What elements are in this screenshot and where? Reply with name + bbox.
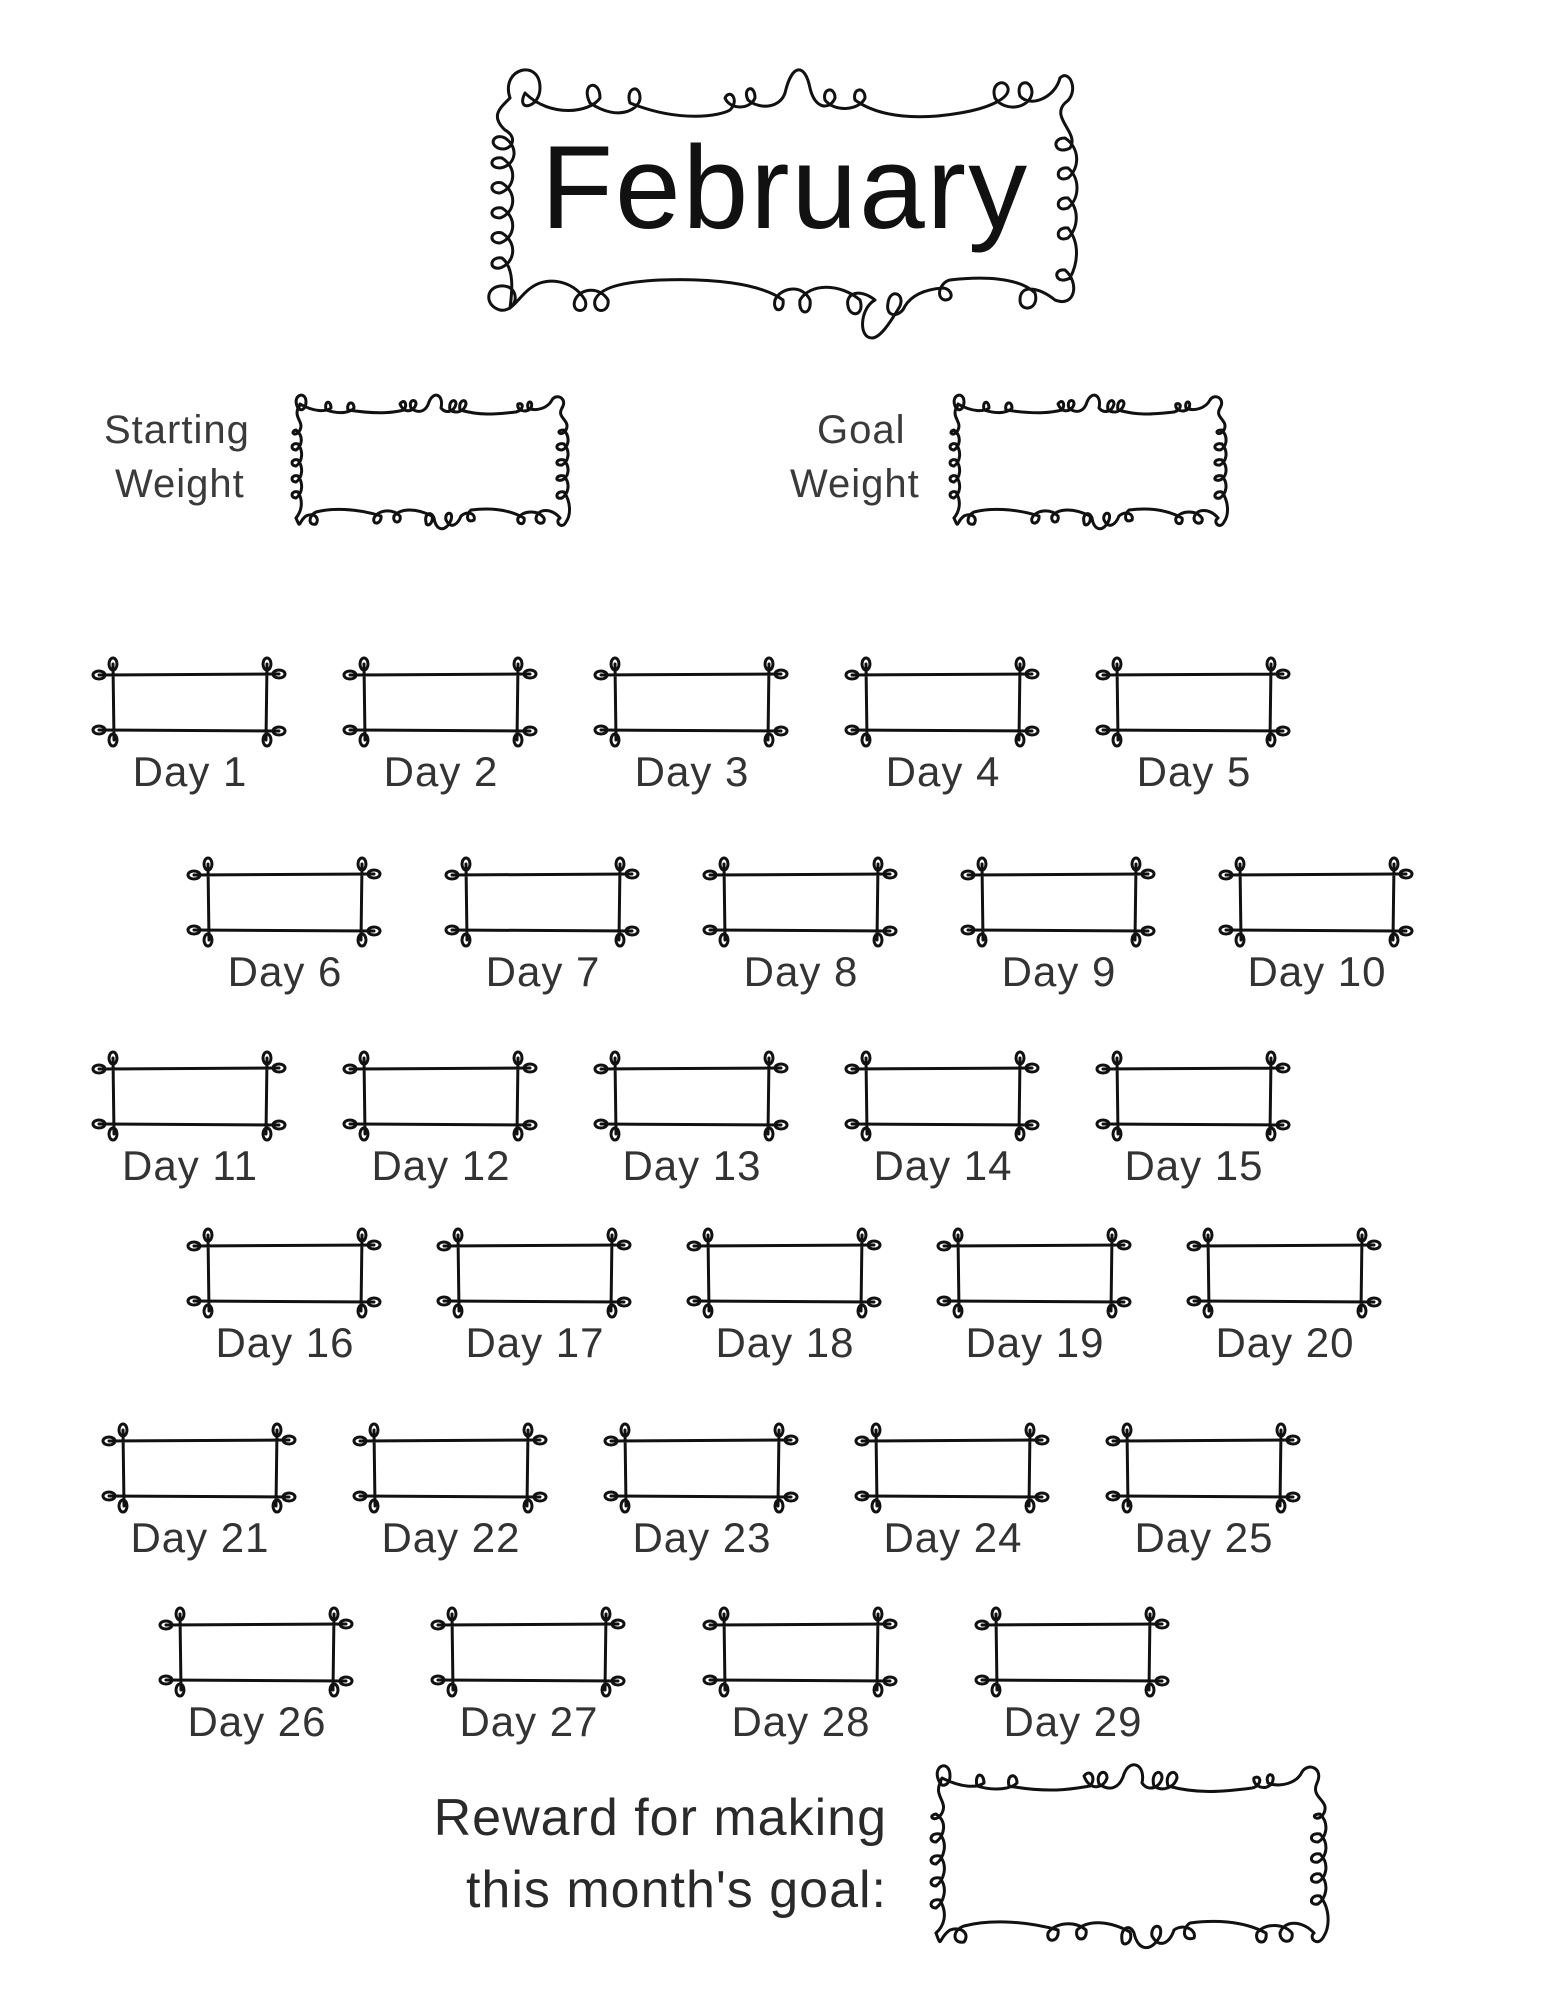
- starting-weight-label-line2: Weight: [115, 462, 245, 506]
- day-label: Day 24: [883, 1514, 1023, 1561]
- goal-weight-label-line1: Goal: [817, 408, 906, 452]
- day-cell: [440, 1233, 630, 1383]
- day-entry-box[interactable]: [940, 1233, 1130, 1313]
- reward-label-line1: Reward for making: [433, 1789, 887, 1847]
- day-label: Day 4: [885, 748, 1001, 795]
- day-entry-box[interactable]: [440, 1233, 630, 1313]
- day-cell: [848, 662, 1038, 812]
- day-entry-box[interactable]: [190, 1233, 380, 1313]
- day-label: Day 3: [634, 748, 750, 795]
- day-entry-box[interactable]: [95, 662, 285, 742]
- day-label: Day 7: [485, 948, 601, 995]
- day-cell: [1099, 662, 1289, 812]
- day-label: Day 19: [965, 1319, 1105, 1366]
- day-entry-box[interactable]: [848, 662, 1038, 742]
- day-cell: [346, 1056, 536, 1206]
- day-cell: [964, 862, 1154, 1012]
- day-label: Day 13: [622, 1142, 762, 1189]
- day-entry-box[interactable]: [105, 1428, 295, 1508]
- day-label: Day 11: [122, 1142, 258, 1189]
- page-title: February: [540, 122, 1030, 254]
- goal-weight-label-line2: Weight: [790, 462, 920, 506]
- day-cell: [848, 1056, 1038, 1206]
- day-label: Day 1: [132, 748, 248, 795]
- goal-weight-box[interactable]: [944, 390, 1244, 535]
- day-cell: [597, 662, 787, 812]
- day-cell: [346, 662, 536, 812]
- day-entry-box[interactable]: [848, 1056, 1038, 1136]
- day-label: Day 25: [1134, 1514, 1274, 1561]
- reward-box[interactable]: [922, 1758, 1352, 1958]
- day-entry-box[interactable]: [858, 1428, 1048, 1508]
- day-label: Day 21: [130, 1514, 270, 1561]
- day-label: Day 15: [1124, 1142, 1264, 1189]
- day-label: Day 28: [731, 1698, 871, 1745]
- day-label: Day 12: [371, 1142, 511, 1189]
- day-cell: [105, 1428, 295, 1578]
- day-label: Day 5: [1136, 748, 1252, 795]
- day-entry-box[interactable]: [356, 1428, 546, 1508]
- day-cell: [448, 862, 638, 1012]
- day-entry-box[interactable]: [346, 662, 536, 742]
- day-label: Day 8: [743, 948, 859, 995]
- day-entry-box[interactable]: [346, 1056, 536, 1136]
- day-cell: [1109, 1428, 1299, 1578]
- day-cell: [1222, 862, 1412, 1012]
- day-entry-box[interactable]: [607, 1428, 797, 1508]
- day-cell: [95, 662, 285, 812]
- day-cell: [597, 1056, 787, 1206]
- day-entry-box[interactable]: [448, 862, 638, 942]
- day-label: Day 10: [1247, 948, 1387, 995]
- day-entry-box[interactable]: [978, 1612, 1168, 1692]
- day-entry-box[interactable]: [597, 662, 787, 742]
- day-label: Day 18: [715, 1319, 855, 1366]
- day-entry-box[interactable]: [1190, 1233, 1380, 1313]
- starting-weight-box[interactable]: [286, 390, 586, 535]
- day-cell: [690, 1233, 880, 1383]
- day-cell: [706, 1612, 896, 1762]
- day-entry-box[interactable]: [1109, 1428, 1299, 1508]
- reward-label-line2: this month's goal:: [465, 1861, 887, 1919]
- day-cell: [858, 1428, 1048, 1578]
- day-label: Day 20: [1215, 1319, 1355, 1366]
- day-cell: [1099, 1056, 1289, 1206]
- day-entry-box[interactable]: [597, 1056, 787, 1136]
- day-label: Day 14: [873, 1142, 1013, 1189]
- day-label: Day 9: [1001, 948, 1117, 995]
- day-cell: [1190, 1233, 1380, 1383]
- day-label: Day 26: [187, 1698, 327, 1745]
- day-entry-box[interactable]: [162, 1612, 352, 1692]
- day-entry-box[interactable]: [1222, 862, 1412, 942]
- day-cell: [162, 1612, 352, 1762]
- day-entry-box[interactable]: [190, 862, 380, 942]
- day-cell: [356, 1428, 546, 1578]
- day-cell: [190, 1233, 380, 1383]
- day-label: Day 27: [459, 1698, 599, 1745]
- day-cell: [706, 862, 896, 1012]
- day-entry-box[interactable]: [690, 1233, 880, 1313]
- day-cell: [978, 1612, 1168, 1762]
- day-label: Day 22: [381, 1514, 521, 1561]
- day-cell: [940, 1233, 1130, 1383]
- starting-weight-label-line1: Starting: [104, 408, 250, 452]
- day-entry-box[interactable]: [434, 1612, 624, 1692]
- day-cell: [95, 1056, 285, 1206]
- day-label: Day 29: [1003, 1698, 1143, 1745]
- day-cell: [607, 1428, 797, 1578]
- day-label: Day 16: [215, 1319, 355, 1366]
- day-cell: [434, 1612, 624, 1762]
- day-cell: [190, 862, 380, 1012]
- day-entry-box[interactable]: [95, 1056, 285, 1136]
- day-label: Day 6: [227, 948, 343, 995]
- day-label: Day 23: [632, 1514, 772, 1561]
- day-entry-box[interactable]: [706, 862, 896, 942]
- day-entry-box[interactable]: [706, 1612, 896, 1692]
- day-entry-box[interactable]: [1099, 1056, 1289, 1136]
- day-entry-box[interactable]: [1099, 662, 1289, 742]
- day-entry-box[interactable]: [964, 862, 1154, 942]
- day-label: Day 2: [383, 748, 499, 795]
- day-label: Day 17: [465, 1319, 605, 1366]
